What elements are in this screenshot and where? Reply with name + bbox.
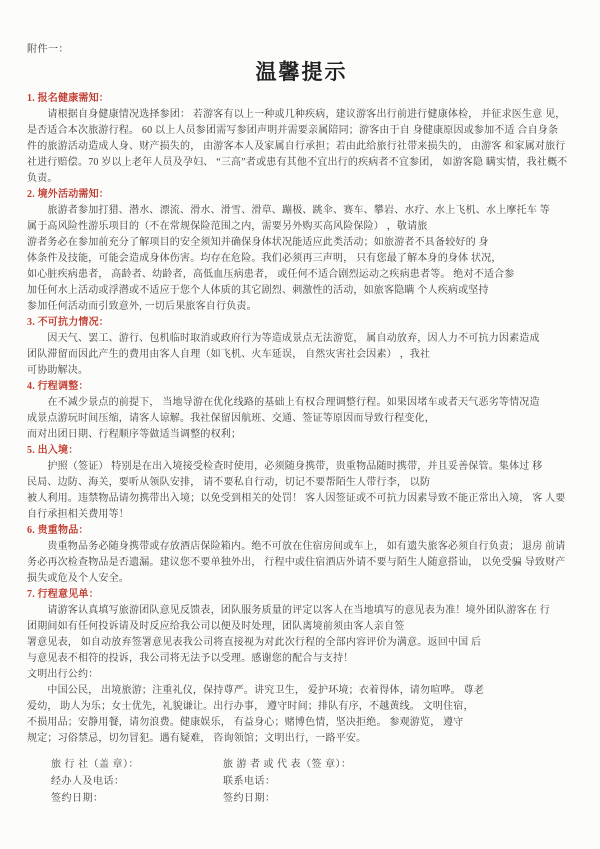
section-4 [27, 379, 576, 443]
text-line: 社进行赔偿。70 岁以上老年人员及孕妇、 “三高”者或患有其他不宜出行的疾病者不宜参团， 如游客隐 瞒实情，我社概不 [27, 157, 568, 168]
text-line: 贵重物品务必随身携带或存放酒店保险箱内。绝不可放在住宿房间或车上， 如有遗失旅客必须自行负责； 退房 前请 [27, 541, 566, 552]
text-line: 署意见表， 如自动放弃签署意见表我公司将直接视为对此次行程的全部内容评价为满意。返回中国 后 [27, 637, 482, 648]
text-line: 与意见表不相符的投诉，我公司将无法予以受理。感谢您的配合与支持！ [27, 653, 354, 664]
text-line: 团队滞留而因此产生的费用由客人自理（如飞机、火车延误， 自然灾害社会因素） ，我社 [27, 349, 431, 360]
signature-row [27, 756, 576, 773]
section-heading: 4. 行程调整： [27, 381, 89, 392]
section-heading: 1. 报名健康需知： [27, 93, 109, 104]
signature-block [27, 756, 576, 807]
sign-date-label-right: 签约日期： [223, 793, 276, 804]
contact-phone-label: 联系电话： [223, 776, 276, 787]
text-line: 属于高风险性游乐项目的（不在常规保险范围之内，需要另外购买高风险保险） ，敬请旅 [27, 221, 428, 232]
text-line: 如心脏疾病患者， 高龄者、幼龄者，高低血压病患者， 或任何不适合剧烈运动之疾病患者等。 绝对不适合参 [27, 269, 515, 280]
text-line: 旅游者参加打猎、潜水、漂流、滑水、滑雪、滑草、蹦极、跳伞、赛车、攀岩、水疗、水上飞机、水上摩托车 等 [27, 205, 550, 216]
text-line: 成景点游玩时间压缩，请客人谅解。我社保留因航班、交通、签证等原因而导致行程变化， [27, 413, 435, 424]
text-line: 爱幼， 助人为乐；女士优先，礼貌谦让。出行办事， 遵守时间；排队有序，不越黄线。 文明住宿， [27, 701, 474, 712]
section-heading: 5. 出入境： [27, 445, 79, 456]
text-line: 中国公民， 出境旅游；注重礼仪，保持尊严。讲究卫生， 爱护环境；衣着得体，请勿喧哗。 尊老 [27, 685, 484, 696]
text-line: 参加任何活动而引致意外, 一切后果旅客自行负责。 [27, 301, 257, 312]
text-line: 加任何水上活动或浮潜或不适应于您个人体质的其它剧烈、刺激性的活动，如旅客隐瞒 个人疾病或坚持 [27, 285, 489, 296]
text-line: 规定；习俗禁忌，切勿冒犯。遇有疑难， 咨询领馆；文明出行，一路平安。 [27, 733, 367, 744]
text-line: 被人利用。违禁物品请勿携带出入境；以免受到相关的处罚！ 客人因签证或不可抗力因素导致不能正常出入境， 客 人要 [27, 493, 566, 504]
text-line: 民局、边防、海关，要听从领队安排， 请不要私自行动，切记不要帮陌生人带行李， 以防 [27, 477, 431, 488]
text-line: 负责。 [27, 173, 58, 184]
section-heading: 7. 行程意见单： [27, 589, 99, 600]
section-heading: 3. 不可抗力情况： [27, 317, 109, 328]
section-heading: 2. 境外活动需知： [27, 189, 109, 200]
text-line: 件的旅游活动造成人身、财产损失的， 由游客本人及家属自行承担；若由此给旅行社带来损失的， 由游客 和家属对旅行 [27, 141, 566, 152]
text-line: 自行承担相关费用等！ [27, 509, 129, 520]
text-line: 因天气、罢工、游行、包机临时取消或政府行为等造成景点无法游览， 属自动放弃，因人力不可抗力因素造成 [27, 333, 540, 344]
text-line: 而对出团日期、行程顺序等做适当调整的权利； [27, 429, 242, 440]
section-3 [27, 315, 576, 379]
sign-date-label-left: 签约日期： [51, 793, 104, 804]
agent-phone-label: 经办人及电话： [51, 776, 125, 787]
sections [27, 91, 576, 747]
text-line: 可协助解决。 [27, 365, 89, 376]
section-heading: 6. 贵重物品： [27, 525, 89, 536]
attachment-label: 附件一： [27, 44, 69, 55]
page-title: 温馨提示 [255, 60, 348, 84]
section-6 [27, 523, 576, 587]
text-line: 体条件及技能，可能会造成身体伤害。均存在危险。我们必须再三声明， 只有您最了解本身的身体 状况， [27, 253, 502, 264]
text-line: 务必再次检查物品是否遗漏。建议您不要单独外出， 行程中或住宿酒店外请不要与陌生人随意搭讪， 以免受骗 导致财产 [27, 557, 566, 568]
section-2 [27, 187, 576, 315]
section-1 [27, 91, 576, 187]
text-line: 团期间如有任何投诉请及时反应给我公司以便及时处理，团队离境前须由客人亲自签 [27, 621, 405, 632]
text-line: 游者务必在参加前充分了解项目的安全须知并确保身体状况能适应此类活动；如旅游者不具备较好的 身 [27, 237, 489, 248]
text-line: 文明出行公约： [27, 669, 99, 680]
text-line: 是否适合本次旅游行程。 60 以上人员参团需写参团声明并需要亲属陪同；游客由于自 身健康原因或参加不适 合自身条 [27, 125, 559, 136]
text-line: 请游客认真填写旅游团队意见反馈表，团队服务质量的评定以客人在当地填写的意见表为准！境外团队游客在 行 [27, 605, 550, 616]
text-line: 护照（签证） 特别是在出入境接受检查时使用，必须随身携带，贵重物品随时携带，并且妥善保管。集体过 移 [27, 461, 543, 472]
text-line: 请根据自身健康情况选择参团： 若游客有以上一种或几种疾病，建议游客出行前进行健康体检， 并征求医生意 见， [27, 109, 566, 120]
signature-row [27, 773, 576, 790]
text-line: 不损用品；安静用餐，请勿浪费。健康娱乐， 有益身心；赌博色情，坚决拒绝。 参观游览， 遵守 [27, 717, 464, 728]
text-line: 损失或危及个人安全。 [27, 573, 129, 584]
text-line: 在不减少景点的前提下， 当地导游在优化线路的基础上有权合理调整行程。如果因堵车或者天气恶劣等情况造 [27, 397, 540, 408]
signature-row [27, 790, 576, 807]
section-7 [27, 587, 576, 747]
section-5 [27, 443, 576, 523]
agency-seal-label: 旅 行 社（盖 章）： [51, 759, 139, 770]
traveler-sign-label: 旅 游 者 或 代 表（签 章）： [223, 759, 352, 770]
